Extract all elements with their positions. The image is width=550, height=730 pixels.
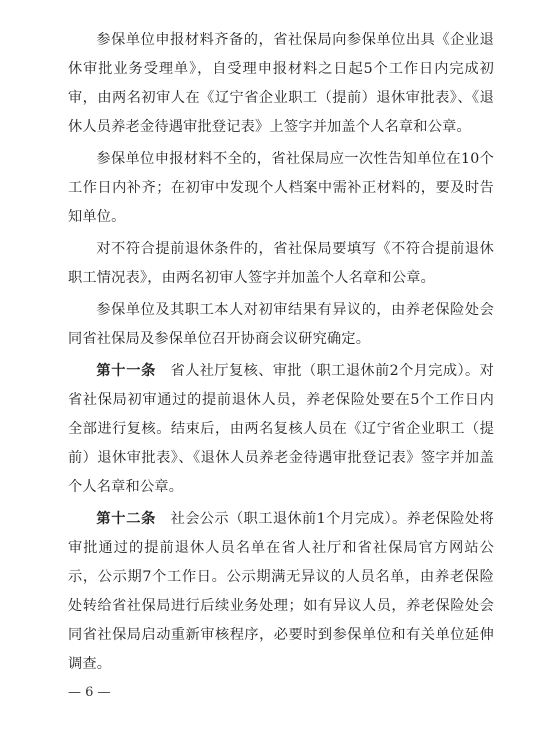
article-12-text: 社会公示（职工退休前1个月完成）。养老保险处将审批通过的提前退休人员名单在省人社厅和省社保局官方网站公示，公示期7个工作日。公示期满无异议的人员名单，由养老保险处转给省社保局进行后续业务处理；如有异议人员，养老保险处会同省社保局启动重新审核程序，必要时到参保单位和有关单位延伸调查。 — [68, 511, 494, 672]
paragraph-incomplete-materials — [68, 145, 494, 232]
paragraph-text: 参保单位申报材料齐备的，省社保局向参保单位出具《企业退休审批业务受理单》，自受理申报材料之日起5个工作日内完成初审，由两名初审人在《辽宁省企业职工（提前）退休审批表》、《退休人员养老金待遇审批登记表》上签字并加盖个人名章和公章。 — [68, 32, 494, 135]
page-number: — 6 — — [68, 685, 111, 700]
paragraph-acceptance — [68, 26, 494, 142]
paragraph-text: 参保单位及其职工本人对初审结果有异议的，由养老保险处会同省社保局及参保单位召开协商会议研究确定。 — [68, 302, 494, 347]
article-11-text: 省人社厅复核、审批（职工退休前2个月完成）。对省社保局初审通过的提前退休人员，养老保险处要在5个工作日内全部进行复核。结束后，由两名复核人员在《辽宁省企业职工（提前）退休审批表》、《退休人员养老金待遇审批登记表》签字并加盖个人名章和公章。 — [68, 363, 494, 495]
article-11-heading: 第十一条 — [96, 363, 156, 379]
paragraph-objection — [68, 296, 494, 354]
paragraph-text: 参保单位申报材料不全的，省社保局应一次性告知单位在10个工作日内补齐；在初审中发现个人档案中需补正材料的，要及时告知单位。 — [68, 151, 494, 225]
paragraph-text: 对不符合提前退休条件的，省社保局要填写《不符合提前退休职工情况表》，由两名初审人签字并加盖个人名章和公章。 — [68, 241, 494, 286]
article-12-heading: 第十二条 — [96, 511, 156, 527]
article-12 — [68, 505, 494, 679]
article-11 — [68, 357, 494, 502]
document-body — [68, 26, 494, 682]
paragraph-ineligible — [68, 235, 494, 293]
